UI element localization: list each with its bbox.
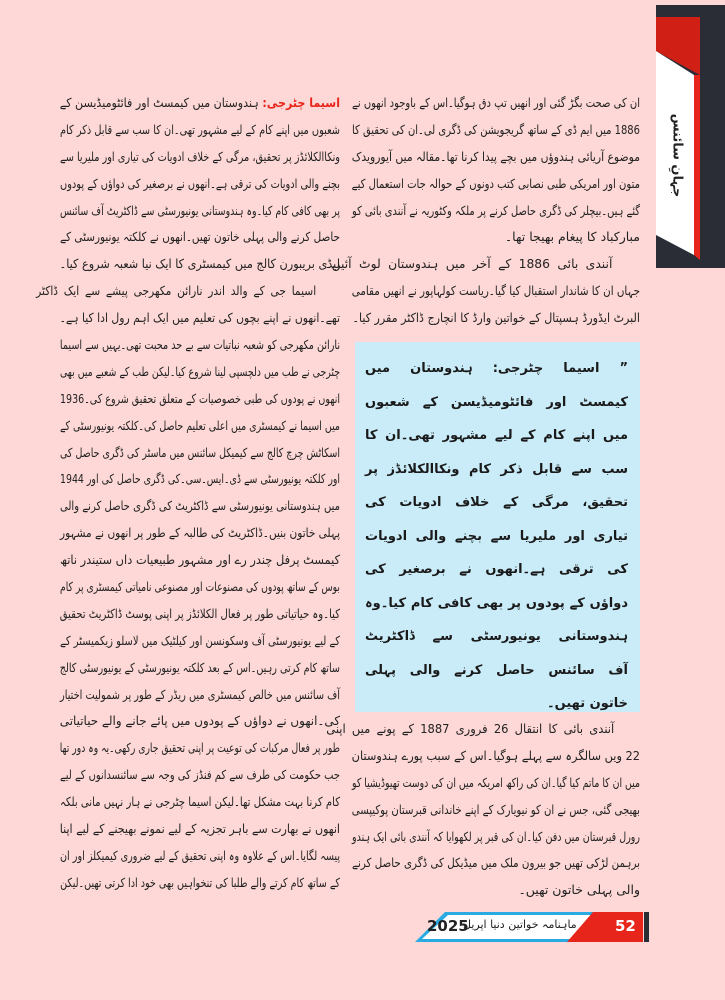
text-line: بھیجی گئی، جس نے ان کو نیویارک کے اپنے خاندانی قبرستان پوکیپسی	[351, 801, 640, 817]
text-line: میں ہندوستانی یونیورسٹی سے ڈاکٹریٹ کی ڈگری حاصل کرنے والی	[60, 498, 340, 514]
text-line: پہلی خاتون بنیں۔ڈاکٹریٹ کی طالبہ کے طور پر انھوں نے مشہور	[60, 525, 340, 541]
text-line: متون اور امریکی طبی نصابی کتب دونوں کے حوالہ جات استعمال کیے	[351, 175, 640, 191]
text-line: چٹرجی نے طب میں دلچسپی لینا شروع کیا۔لیکن طب کے شعبے میں بھی	[60, 363, 340, 379]
page-footer	[415, 910, 650, 945]
page-number: 52	[615, 917, 636, 935]
text-line: البرٹ ایڈورڈ ہسپتال کے خواتین وارڈ کا انچارج ڈاکٹر مقرر کیا۔	[352, 310, 640, 326]
text-line: 1886 میں ایم ڈی کے ساتھ گریجویشن کی ڈگری لی۔ان کی تحقیق کا	[352, 121, 640, 137]
text-line: اسیما جی کے والد اندر نارائن مکھرجی پیشے سے ایک ڈاکٹر	[36, 283, 317, 299]
magazine-name: ماہنامہ خواتین دنیا اپریل	[463, 918, 577, 931]
text-line: کیمسٹ پرفل چندر رے اور مشہور طبیعیات داں ستیندر ناتھ	[60, 552, 340, 568]
text-line: ان کی صحت بگڑ گئی اور انھیں تپ دق ہوگیا۔اس کے باوجود انھوں نے	[352, 95, 640, 110]
section-title	[660, 60, 694, 250]
text-line: انھوں نے پودوں کی طبی خصوصیات کے متعلق تحقیق شروع کی۔1936	[60, 390, 340, 406]
lead-label: اسیما چٹرجی:	[262, 95, 340, 110]
text-line: میں اسیما نے کیمسٹری میں اعلی تعلیم حاصل کی۔کلکتہ یونیورسٹی کے	[59, 417, 341, 433]
text-line: کے ساتھ کام کرتے والے طلبا کی تنخواہیں بھی خود ادا کرتی تھیں۔لیکن	[60, 874, 341, 890]
text-line: آنندی بائی 1886 کے آخر میں ہندوستان لوٹ آئیں۔	[324, 256, 613, 272]
text-line: کام کرنا بہت مشکل تھا۔لیکن اسیما چٹرجی نے ہار نہیں مانی بلکہ	[60, 794, 340, 810]
text-line: بوس کے ساتھ پودوں کی مصنوعات اور مصنوعی نامیاتی کیمسٹری پر کام	[60, 579, 340, 595]
text-line: موضوع آریائی ہندوؤں میں بچے پیدا کرنا تھا۔مقالہ میں آیورویدک	[351, 148, 640, 164]
text-line: آف سائنس میں خالص کیمسٹری میں ریڈر کے طور پر شمولیت اختیار	[60, 686, 340, 702]
left-body	[36, 117, 341, 897]
right-column-bottom	[326, 716, 640, 904]
text-line: ساتھ کام کرتی رہیں۔اس کے بعد کلکتہ یونیورسٹی کے یونیورسٹی کالج	[59, 659, 340, 675]
quote-body	[365, 352, 628, 721]
text-line: بچنے والی ادویات کی ترقی ہے۔انھوں نے برصغیر کی دواؤں کے پودوں	[60, 175, 340, 191]
right-top-body	[324, 90, 640, 332]
text-line: انھوں نے بھارت سے باہر تجزیہ کے لیے نمونے بھیجنے کے لیے اپنا	[59, 821, 340, 837]
text-line: کی۔انھوں نے دواؤں کے پودوں میں پائے جانے والے حیاتیاتی	[59, 713, 341, 729]
text-line: کیمسٹ اور فائٹومیڈیسن کے شعبوں	[365, 394, 628, 410]
text-line: میں اپنے کام کے لیے مشہور تھی۔ان کا	[365, 428, 628, 443]
text-line: کیا۔وہ حیاتیاتی طور پر فعال الکلائڈز پر اپنی پوسٹ ڈاکٹریٹ تحقیق	[59, 605, 340, 621]
text-line: حاصل کرنے والی پہلی خاتون تھیں۔انھوں نے کلکتہ یونیورسٹی کے	[60, 229, 340, 245]
text-line: پیسہ لگایا۔اس کے علاوہ وہ اپنی تحقیق کے لیے ضروری کیمیکلز اور ان	[60, 847, 340, 863]
text-line: ہندوستانی یونیورسٹی سے ڈاکٹریٹ	[365, 629, 628, 644]
section-title-text: جہانِ سائنس	[669, 113, 685, 197]
text-line: نارائن مکھرجی کو شعبہ نباتیات سے بے حد محبت تھی۔یہیں سے اسیما	[59, 337, 341, 353]
text-line: ” اسیما چٹرجی: ہندوستان میں	[365, 361, 628, 376]
text-line: 22 ویں سالگرہ سے پہلے ہوگیا۔اس کے سبب پورے ہندوستان	[351, 747, 640, 763]
text-line: اور کلکتہ یونیورسٹی سے ڈی۔ایس۔سی۔کی ڈگری حاصل کی اور 1944	[60, 471, 340, 487]
lead-text: ہندوستان میں کیمسٹ اور فائٹومیڈیسن کے	[59, 95, 259, 110]
right-bottom-body	[326, 716, 640, 904]
pull-quote	[355, 342, 640, 712]
text-line: آف سائنس حاصل کرنے والی پہلی	[365, 662, 628, 678]
text-line: سب سے قابل ذکر کام ونکاالکلائڈز پر	[365, 461, 628, 477]
text-line: برہمن لڑکی تھیں جو بیرون ملک میں میڈیکل کی ڈگری حاصل کرنے	[351, 855, 640, 871]
text-line: جہاں ان کا شاندار استقبال کیا گیا۔ریاست کولہاپور نے انھیں مقامی	[351, 283, 640, 299]
text-line: تھے۔انھوں نے اپنے بچوں کی تعلیم میں ایک اہم رول ادا کیا ہے۔	[59, 310, 340, 326]
text-line: تحقیق، مرگی کے خلاف ادویات کی	[365, 495, 628, 510]
text-line: طور پر فعال مرکبات کی توعیت پر اپنی تحقیق جاری رکھی۔یہ وہ دور تھا	[59, 740, 340, 756]
issue-year: 2025	[427, 917, 469, 935]
text-line: رورل قبرستان میں دفن کیا۔ان کی قبر پر لکھوایا کہ آنندی بائی ایک ہندو	[352, 828, 640, 844]
text-line: پر بھی کافی کام کیا۔وہ ہندوستانی یونیورسٹی سے ڈاکٹریٹ آف سائنس	[60, 202, 340, 218]
text-line: دواؤں کے پودوں پر بھی کافی کام کیا۔وہ	[365, 595, 628, 611]
text-line: مبارکباد کا پیغام بھیجا تھا۔	[504, 229, 640, 245]
text-line: خاتون تھیں۔	[547, 696, 628, 711]
text-line: اسکاٹش چرچ کالج سے کیمیکل سائنس میں ماسٹر کی ڈگری حاصل کی	[60, 444, 340, 460]
text-line: کی ترقی ہے۔انھوں نے برصغیر کی	[365, 562, 628, 577]
text-line: والی پہلی خاتون تھیں۔	[518, 882, 640, 898]
text-line: شعبوں میں اپنے کام کے لیے مشہور تھی۔ان کا سب سے قابل ذکر کام	[60, 121, 340, 137]
text-line: تیاری اور ملیریا سے بچنے والی ادویات	[365, 528, 628, 544]
text-line: لیڈی بریبورن کالج میں کیمسٹری کا ایک نیا شعبہ شروع کیا۔	[59, 256, 340, 272]
text-line: جب حکومت کی طرف سے کم فنڈز کی وجہ سے سائنسدانوں کے لیے	[60, 767, 340, 783]
text-line: ونکاالکلائڈز پر تحقیق، مرگی کے خلاف ادویات کی تیاری اور ملیریا سے	[59, 148, 341, 164]
right-column-top	[324, 90, 640, 332]
text-line: گئے ہیں۔بیچلر کی ڈگری حاصل کرنے پر ملکہ وکٹوریہ نے آنندی بائی کو	[352, 202, 640, 218]
article-line	[60, 90, 340, 117]
text-line: میں ان کا ماتم کیا گیا۔ان کی راکھ امریکہ میں ان کی دوست تھیوڈیشیا کو	[352, 774, 640, 790]
text-line: آنندی بائی کا انتقال 26 فروری 1887 کے پونے میں اپنی	[326, 721, 615, 736]
text-line: کے لیے یونیورسٹی آف وسکونسن اور کیلٹیک میں لاسلو زیکمیسٹر کے	[60, 632, 340, 648]
left-column	[36, 90, 341, 897]
